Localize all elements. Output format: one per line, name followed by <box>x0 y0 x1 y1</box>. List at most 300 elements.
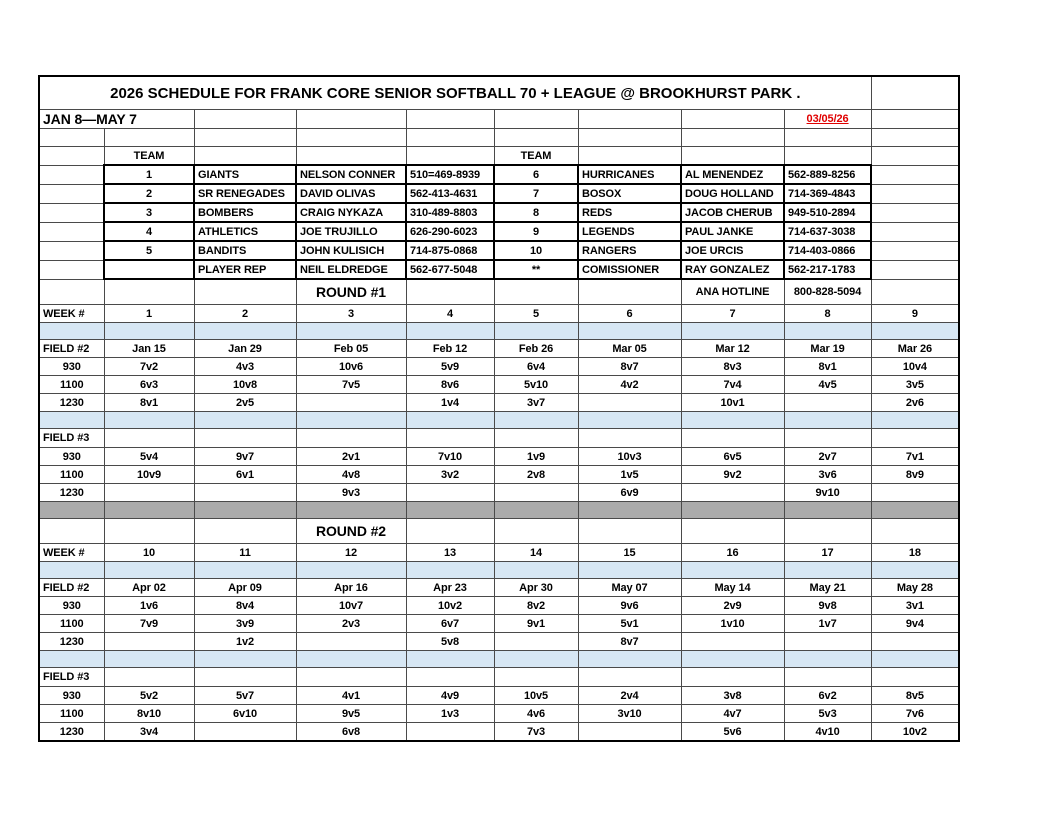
team-name: BOMBERS <box>194 203 296 222</box>
spacer-cell <box>784 412 871 429</box>
game-cell <box>104 484 194 502</box>
revision-date: 03/05/26 <box>784 110 871 129</box>
empty-cell <box>39 147 104 166</box>
empty-cell <box>871 203 959 222</box>
empty-date-cell <box>681 668 784 687</box>
empty-cell <box>871 129 959 147</box>
game-cell: 10v9 <box>104 466 194 484</box>
team-number: 2 <box>104 184 194 203</box>
game-cell: 2v4 <box>578 687 681 705</box>
game-cell: 3v10 <box>578 705 681 723</box>
empty-cell <box>406 519 494 544</box>
manager-phone: 714-403-0866 <box>784 241 871 260</box>
spacer-cell <box>194 502 296 519</box>
empty-date-cell <box>406 429 494 448</box>
game-cell: 5v10 <box>494 376 578 394</box>
game-date: Apr 23 <box>406 579 494 597</box>
week-number: 17 <box>784 544 871 562</box>
empty-date-cell <box>784 429 871 448</box>
week-number: 16 <box>681 544 784 562</box>
game-cell: 3v4 <box>104 723 194 742</box>
date-range: JAN 8—MAY 7 <box>39 110 194 129</box>
spacer-cell <box>681 502 784 519</box>
empty-cell <box>39 203 104 222</box>
game-cell: 4v6 <box>494 705 578 723</box>
game-cell: 9v8 <box>784 597 871 615</box>
week-number: 14 <box>494 544 578 562</box>
game-cell: 9v7 <box>194 448 296 466</box>
empty-cell <box>406 147 494 166</box>
roster-header-right: TEAM <box>494 147 578 166</box>
schedule-table <box>38 75 960 742</box>
spacer-cell <box>39 412 104 429</box>
blue-row <box>39 323 959 340</box>
game-cell: 8v1 <box>104 394 194 412</box>
game-cell: 7v1 <box>871 448 959 466</box>
team-name: GIANTS <box>194 165 296 184</box>
game-cell: 4v3 <box>194 358 296 376</box>
spacer-cell <box>784 562 871 579</box>
empty-cell <box>296 147 406 166</box>
field-label: FIELD #2 <box>39 340 104 358</box>
game-cell <box>296 633 406 651</box>
game-cell <box>871 633 959 651</box>
game-cell: 4v1 <box>296 687 406 705</box>
sheet-row <box>39 633 959 651</box>
empty-cell <box>194 519 296 544</box>
game-date: Feb 12 <box>406 340 494 358</box>
spacer-cell <box>39 502 104 519</box>
spacer-cell <box>784 651 871 668</box>
sheet-row <box>39 668 959 687</box>
sheet-row <box>39 184 959 203</box>
empty-date-cell <box>104 429 194 448</box>
game-cell: 2v7 <box>784 448 871 466</box>
empty-cell <box>194 110 296 129</box>
time-label: 1230 <box>39 484 104 502</box>
team-name: LEGENDS <box>578 222 681 241</box>
week-number: 1 <box>104 305 194 323</box>
sheet-row <box>39 305 959 323</box>
empty-date-cell <box>784 668 871 687</box>
empty-cell <box>39 129 104 147</box>
spacer-cell <box>104 412 194 429</box>
time-label: 930 <box>39 448 104 466</box>
game-cell: 6v4 <box>494 358 578 376</box>
game-cell: 1v10 <box>681 615 784 633</box>
spacer-cell <box>681 323 784 340</box>
week-number: 3 <box>296 305 406 323</box>
empty-cell <box>871 147 959 166</box>
game-cell: 6v8 <box>296 723 406 742</box>
empty-cell <box>784 519 871 544</box>
game-cell: 5v2 <box>104 687 194 705</box>
manager-name: JOHN KULISICH <box>296 241 406 260</box>
week-number: 15 <box>578 544 681 562</box>
sheet-row <box>39 484 959 502</box>
sheet-row <box>39 579 959 597</box>
game-cell: 10v2 <box>871 723 959 742</box>
team-number: 5 <box>104 241 194 260</box>
game-cell: 8v9 <box>871 466 959 484</box>
game-cell: 6v1 <box>194 466 296 484</box>
game-date: Feb 05 <box>296 340 406 358</box>
game-cell: 3v7 <box>494 394 578 412</box>
team-name: BANDITS <box>194 241 296 260</box>
game-cell <box>494 633 578 651</box>
field-label: FIELD #3 <box>39 429 104 448</box>
team-name: REDS <box>578 203 681 222</box>
game-cell: 1v3 <box>406 705 494 723</box>
game-cell: 3v5 <box>871 376 959 394</box>
game-date: May 07 <box>578 579 681 597</box>
game-cell <box>406 723 494 742</box>
empty-cell <box>39 241 104 260</box>
game-cell: 10v5 <box>494 687 578 705</box>
hotline-phone: 800-828-5094 <box>784 279 871 305</box>
sheet-row <box>39 260 959 279</box>
game-cell: 5v6 <box>681 723 784 742</box>
empty-cell <box>578 147 681 166</box>
spacer-cell <box>871 562 959 579</box>
team-name: RANGERS <box>578 241 681 260</box>
team-number: 3 <box>104 203 194 222</box>
time-label: 930 <box>39 687 104 705</box>
empty-cell <box>39 279 104 305</box>
spacer-cell <box>296 562 406 579</box>
manager-phone: 562-677-5048 <box>406 260 494 279</box>
blue-row <box>39 562 959 579</box>
sheet-row <box>39 358 959 376</box>
game-cell: 10v7 <box>296 597 406 615</box>
sheet-row <box>39 705 959 723</box>
manager-name: JOE TRUJILLO <box>296 222 406 241</box>
manager-name: NELSON CONNER <box>296 165 406 184</box>
round-title: ROUND #1 <box>296 279 406 305</box>
manager-name: AL MENENDEZ <box>681 165 784 184</box>
game-date: Mar 12 <box>681 340 784 358</box>
empty-cell <box>871 165 959 184</box>
week-label: WEEK # <box>39 544 104 562</box>
game-cell: 9v6 <box>578 597 681 615</box>
game-cell: 7v4 <box>681 376 784 394</box>
game-cell <box>494 484 578 502</box>
team-name: HURRICANES <box>578 165 681 184</box>
sheet-row <box>39 394 959 412</box>
game-cell: 1v2 <box>194 633 296 651</box>
spacer-cell <box>296 323 406 340</box>
game-cell: 8v7 <box>578 358 681 376</box>
empty-cell <box>194 147 296 166</box>
sheet-row <box>39 466 959 484</box>
game-cell <box>681 633 784 651</box>
sheet-row <box>39 519 959 544</box>
game-cell: 7v3 <box>494 723 578 742</box>
game-cell <box>104 633 194 651</box>
game-cell: 8v3 <box>681 358 784 376</box>
spacer-cell <box>578 323 681 340</box>
spacer-cell <box>194 323 296 340</box>
game-cell <box>194 484 296 502</box>
empty-cell <box>681 519 784 544</box>
empty-date-cell <box>871 429 959 448</box>
sheet-row <box>39 222 959 241</box>
empty-date-cell <box>494 429 578 448</box>
game-date: Mar 26 <box>871 340 959 358</box>
game-cell: 2v9 <box>681 597 784 615</box>
spacer-cell <box>494 323 578 340</box>
empty-date-cell <box>578 668 681 687</box>
game-cell: 8v7 <box>578 633 681 651</box>
empty-date-cell <box>681 429 784 448</box>
spacer-cell <box>296 651 406 668</box>
sheet-row <box>39 448 959 466</box>
sheet-row <box>39 723 959 742</box>
empty-cell <box>194 279 296 305</box>
empty-cell <box>578 279 681 305</box>
page-title: 2026 SCHEDULE FOR FRANK CORE SENIOR SOFTBALL 70 + LEAGUE @ BROOKHURST PARK . <box>39 76 871 110</box>
spacer-cell <box>406 502 494 519</box>
game-date: Mar 05 <box>578 340 681 358</box>
game-cell: 3v2 <box>406 466 494 484</box>
game-cell: 3v1 <box>871 597 959 615</box>
empty-cell <box>104 519 194 544</box>
game-cell: 8v1 <box>784 358 871 376</box>
empty-cell <box>871 260 959 279</box>
empty-cell <box>296 110 406 129</box>
game-cell: 9v2 <box>681 466 784 484</box>
empty-cell <box>871 519 959 544</box>
spacer-cell <box>578 562 681 579</box>
game-cell: 7v2 <box>104 358 194 376</box>
spacer-cell <box>39 323 104 340</box>
game-cell: 7v10 <box>406 448 494 466</box>
game-cell: 2v3 <box>296 615 406 633</box>
sheet-row <box>39 110 959 129</box>
week-label: WEEK # <box>39 305 104 323</box>
game-cell <box>406 484 494 502</box>
manager-name: RAY GONZALEZ <box>681 260 784 279</box>
game-date: Apr 16 <box>296 579 406 597</box>
team-number: 9 <box>494 222 578 241</box>
empty-cell <box>39 519 104 544</box>
game-date: Apr 30 <box>494 579 578 597</box>
game-cell <box>194 723 296 742</box>
week-number: 12 <box>296 544 406 562</box>
game-cell: 6v9 <box>578 484 681 502</box>
sheet-row <box>39 279 959 305</box>
game-cell: 10v6 <box>296 358 406 376</box>
week-number: 4 <box>406 305 494 323</box>
game-cell: 10v3 <box>578 448 681 466</box>
empty-cell <box>681 129 784 147</box>
game-cell: 8v6 <box>406 376 494 394</box>
empty-date-cell <box>296 668 406 687</box>
game-cell: 7v5 <box>296 376 406 394</box>
spacer-cell <box>494 651 578 668</box>
game-date: Jan 29 <box>194 340 296 358</box>
team-number: ** <box>494 260 578 279</box>
sheet-row <box>39 165 959 184</box>
empty-date-cell <box>194 668 296 687</box>
sheet-row <box>39 340 959 358</box>
empty-cell <box>681 110 784 129</box>
empty-cell <box>871 222 959 241</box>
manager-phone: 626-290-6023 <box>406 222 494 241</box>
empty-cell <box>104 279 194 305</box>
game-cell: 1v6 <box>104 597 194 615</box>
empty-date-cell <box>406 668 494 687</box>
week-number: 8 <box>784 305 871 323</box>
game-cell: 4v10 <box>784 723 871 742</box>
week-number: 6 <box>578 305 681 323</box>
game-cell: 4v5 <box>784 376 871 394</box>
game-cell: 2v1 <box>296 448 406 466</box>
team-number: 1 <box>104 165 194 184</box>
game-date: May 14 <box>681 579 784 597</box>
spacer-cell <box>681 562 784 579</box>
game-cell: 10v2 <box>406 597 494 615</box>
game-cell: 6v2 <box>784 687 871 705</box>
game-cell: 2v5 <box>194 394 296 412</box>
empty-cell <box>871 76 959 110</box>
game-cell: 10v1 <box>681 394 784 412</box>
empty-date-cell <box>871 668 959 687</box>
game-date: May 28 <box>871 579 959 597</box>
time-label: 1100 <box>39 705 104 723</box>
manager-name: CRAIG NYKAZA <box>296 203 406 222</box>
game-cell: 8v4 <box>194 597 296 615</box>
game-cell: 4v8 <box>296 466 406 484</box>
game-cell: 5v4 <box>104 448 194 466</box>
game-date: Apr 02 <box>104 579 194 597</box>
time-label: 1230 <box>39 633 104 651</box>
manager-phone: 714-875-0868 <box>406 241 494 260</box>
empty-cell <box>871 110 959 129</box>
empty-cell <box>871 279 959 305</box>
game-cell: 9v5 <box>296 705 406 723</box>
game-cell: 10v4 <box>871 358 959 376</box>
empty-cell <box>194 129 296 147</box>
game-cell: 8v2 <box>494 597 578 615</box>
game-cell: 6v3 <box>104 376 194 394</box>
game-cell <box>296 394 406 412</box>
spacer-cell <box>194 412 296 429</box>
manager-name: DAVID OLIVAS <box>296 184 406 203</box>
game-cell: 3v8 <box>681 687 784 705</box>
game-cell <box>784 394 871 412</box>
team-name: BOSOX <box>578 184 681 203</box>
week-number: 18 <box>871 544 959 562</box>
round-title: ROUND #2 <box>296 519 406 544</box>
manager-name: PAUL JANKE <box>681 222 784 241</box>
empty-cell <box>406 110 494 129</box>
hotline-label: ANA HOTLINE <box>681 279 784 305</box>
empty-cell <box>871 184 959 203</box>
spacer-cell <box>494 562 578 579</box>
week-number: 5 <box>494 305 578 323</box>
spacer-cell <box>578 502 681 519</box>
team-number: 8 <box>494 203 578 222</box>
sheet-row <box>39 687 959 705</box>
game-cell: 3v9 <box>194 615 296 633</box>
game-cell: 5v8 <box>406 633 494 651</box>
empty-cell <box>784 129 871 147</box>
manager-phone: 714-637-3038 <box>784 222 871 241</box>
empty-cell <box>494 279 578 305</box>
game-cell: 8v5 <box>871 687 959 705</box>
time-label: 1230 <box>39 394 104 412</box>
game-cell: 2v6 <box>871 394 959 412</box>
game-date: Jan 15 <box>104 340 194 358</box>
game-cell: 5v3 <box>784 705 871 723</box>
manager-phone: 510=469-8939 <box>406 165 494 184</box>
empty-cell <box>578 519 681 544</box>
sheet-row <box>39 376 959 394</box>
spacer-cell <box>104 651 194 668</box>
game-date: Mar 19 <box>784 340 871 358</box>
empty-cell <box>39 165 104 184</box>
empty-cell <box>494 519 578 544</box>
manager-phone: 562-217-1783 <box>784 260 871 279</box>
empty-cell <box>871 241 959 260</box>
week-number: 10 <box>104 544 194 562</box>
spacer-cell <box>494 412 578 429</box>
spacer-cell <box>194 562 296 579</box>
spacer-cell <box>578 651 681 668</box>
spacer-cell <box>39 562 104 579</box>
empty-cell <box>406 279 494 305</box>
sheet-row <box>39 615 959 633</box>
game-cell: 9v1 <box>494 615 578 633</box>
sheet-row <box>39 129 959 147</box>
sheet-row <box>39 544 959 562</box>
empty-cell <box>494 129 578 147</box>
empty-date-cell <box>296 429 406 448</box>
empty-cell <box>39 222 104 241</box>
spacer-cell <box>681 412 784 429</box>
team-name: PLAYER REP <box>194 260 296 279</box>
roster-header-left: TEAM <box>104 147 194 166</box>
team-name: ATHLETICS <box>194 222 296 241</box>
manager-name: JACOB CHERUB <box>681 203 784 222</box>
manager-phone: 562-413-4631 <box>406 184 494 203</box>
game-cell: 4v7 <box>681 705 784 723</box>
sheet-row <box>39 597 959 615</box>
spacer-cell <box>39 651 104 668</box>
field-label: FIELD #2 <box>39 579 104 597</box>
empty-date-cell <box>494 668 578 687</box>
manager-name: NEIL ELDREDGE <box>296 260 406 279</box>
time-label: 1100 <box>39 376 104 394</box>
game-cell: 6v10 <box>194 705 296 723</box>
team-number: 4 <box>104 222 194 241</box>
game-cell: 9v10 <box>784 484 871 502</box>
manager-name: DOUG HOLLAND <box>681 184 784 203</box>
empty-date-cell <box>194 429 296 448</box>
game-cell: 1v9 <box>494 448 578 466</box>
spacer-cell <box>578 412 681 429</box>
team-number: 7 <box>494 184 578 203</box>
field-label: FIELD #3 <box>39 668 104 687</box>
empty-date-cell <box>578 429 681 448</box>
blue-row <box>39 412 959 429</box>
spacer-cell <box>871 651 959 668</box>
week-number: 13 <box>406 544 494 562</box>
game-cell: 6v5 <box>681 448 784 466</box>
week-number: 11 <box>194 544 296 562</box>
game-cell: 2v8 <box>494 466 578 484</box>
